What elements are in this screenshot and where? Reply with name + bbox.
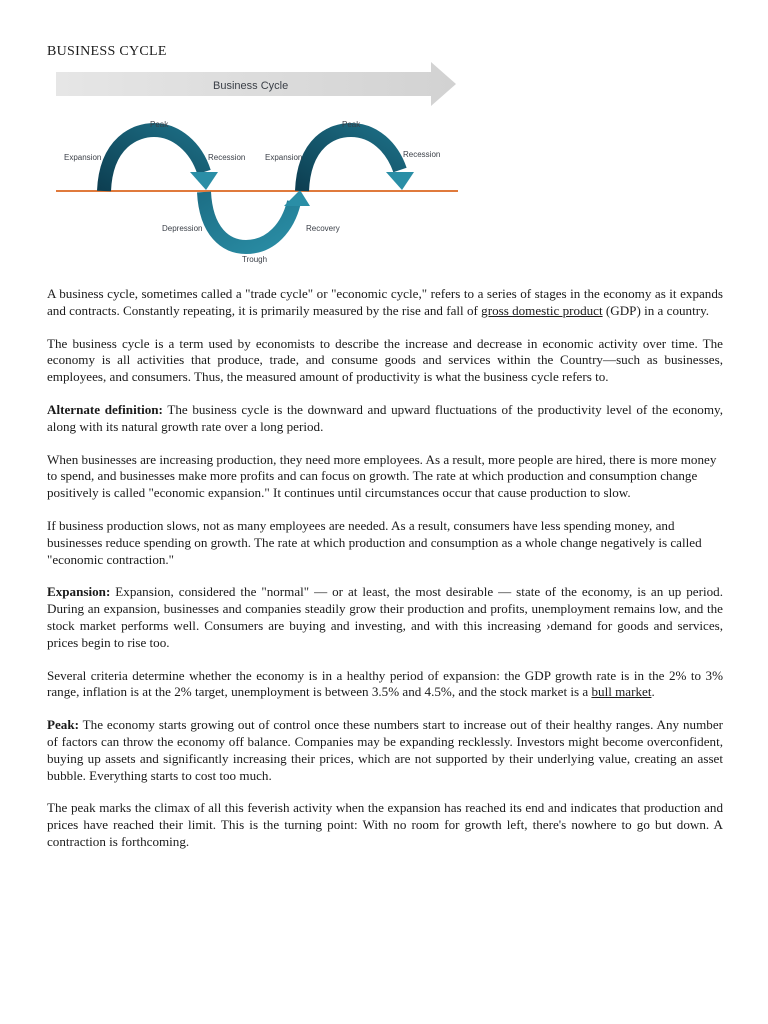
label-depression: Depression xyxy=(162,224,203,233)
label-expansion-1: Expansion xyxy=(64,153,102,162)
paragraph-2: The business cycle is a term used by economists to describe the increase and decrease in economic activity over time. The economy is all activities that produce, trade, and consume goods and services within the Country—such as businesses, employees, and consumers. Thus, the measured amount of productivity is what the business cycle refers to. xyxy=(47,335,723,385)
label-trough: Trough xyxy=(242,255,268,264)
label-peak-1: Peak xyxy=(150,120,169,129)
banner-label: Business Cycle xyxy=(213,80,289,92)
peak-label: Peak: xyxy=(47,717,79,733)
arc-expansion-2 xyxy=(302,130,400,191)
label-recession-1: Recession xyxy=(208,153,246,162)
label-recovery: Recovery xyxy=(306,224,340,233)
arc-trough xyxy=(204,192,294,247)
document-title: BUSINESS CYCLE xyxy=(47,44,167,59)
label-expansion-2: Expansion xyxy=(265,153,303,162)
label-peak-2: Peak xyxy=(342,120,361,129)
link-bull-market[interactable]: bull market xyxy=(591,684,652,700)
business-cycle-diagram xyxy=(56,62,462,266)
paragraph-1: A business cycle, sometimes called a "trade cycle" or "economic cycle," refers to a series of stages in the economy as it expands and contracts. Constantly repeating, it is primarily measured by the rise and fall of gross domestic product (GDP) in a country. xyxy=(47,286,723,318)
arrowhead-recession-1 xyxy=(190,172,218,190)
document-body xyxy=(47,286,723,867)
arc-expansion-1 xyxy=(104,130,204,191)
arrowhead-recovery xyxy=(284,190,310,206)
paragraph-4: When businesses are increasing production, they need more employees. As a result, more people are hired, there is more money to spend, and businesses make more profits and can focus on growth. The rate at which production and consumption change positively is called "economic expansion." It continues until circumstances occur that cause production to slow. xyxy=(47,451,717,501)
link-gross-domestic-product[interactable]: gross domestic product xyxy=(481,302,603,318)
paragraph-8: Peak: The economy starts growing out of control once these numbers start to increase out of their healthy ranges. Any number of factors can throw the economy off balance. Companies may be expanding recklessly. Investors might become overconfident, buying up assets and significantly increasing their prices, which are not supported by their underlying value, creating an asset bubble. Everything starts to cost too much. xyxy=(47,717,723,783)
alternate-definition-label: Alternate definition: xyxy=(47,401,163,417)
paragraph-6: Expansion: Expansion, considered the "normal" — or at least, the most desirable — state of the economy, is an up period. During an expansion, businesses and companies steadily grow their production and profits, unemployment remains low, and the stock market performs well. Consumers are buying and investing, and with this increasing ›demand for goods and services, prices begin to rise too. xyxy=(47,584,723,650)
paragraph-3: Alternate definition: The business cycle is the downward and upward fluctuations of the productivity level of the economy, along with its natural growth rate over a long period. xyxy=(47,401,723,434)
expansion-label: Expansion: xyxy=(47,584,111,600)
paragraph-9: The peak marks the climax of all this feverish activity when the expansion has reached its end and indicates that production and prices have reached their limit. This is the turning point: With no room for growth left, there's nowhere to go but down. A contraction is forthcoming. xyxy=(47,800,723,849)
paragraph-7: Several criteria determine whether the economy is in a healthy period of expansion: the GDP growth rate is in the 2% to 3% range, inflation is at the 2% target, unemployment is between 3.5% and 4.5%, and the stock market is a bull market. xyxy=(47,667,723,700)
label-recession-2: Recession xyxy=(403,150,441,159)
arrowhead-recession-2 xyxy=(386,172,414,190)
paragraph-5: If business production slows, not as many employees are needed. As a result, consumers have less spending money, and businesses reduce spending on growth. The rate at which production and consumption as a whole change negatively is called "economic contraction." xyxy=(47,517,702,567)
